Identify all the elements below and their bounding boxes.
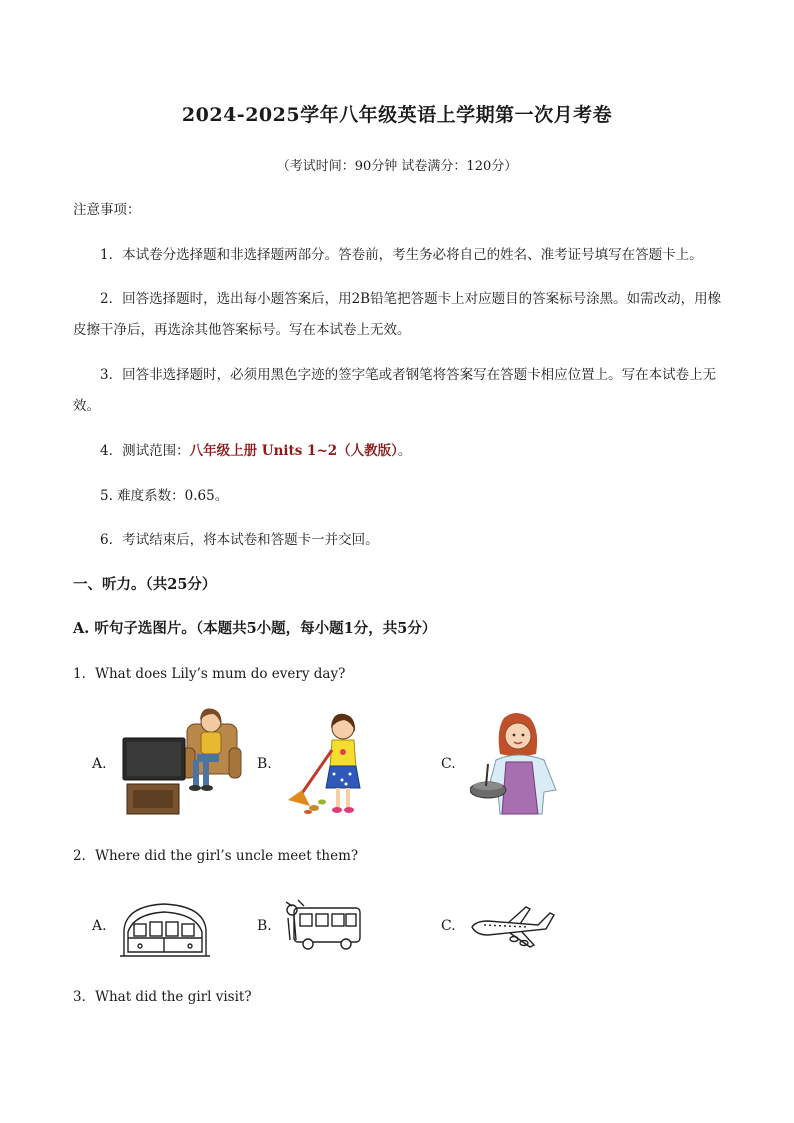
q1-option-c-label[interactable]: C. [441,756,456,772]
note-item-4-prefix: 4．测试范围： [100,443,190,459]
note-item-6: 6．考试结束后，将本试卷和答题卡一并交回。 [100,532,379,548]
note-item-3: 3．回答非选择题时，必须用黑色字迹的签字笔或者钢笔将答案写在答题卡相应位置上。写在本试卷上无效。 [73,367,717,414]
q2-option-a-label[interactable]: A. [92,918,107,934]
exam-title: 2024-2025学年八年级英语上学期第一次月考卷 [181,104,613,126]
bus-icon[interactable] [284,898,364,952]
airplane-icon[interactable] [468,903,556,951]
q2-option-b-label[interactable]: B. [257,918,272,934]
exam-subtitle: （考试时间：90分钟 试卷满分：120分） [276,159,518,174]
question-3-text: 3．What did the girl visit? [73,989,252,1005]
woman-watching-tv-icon[interactable] [121,706,243,816]
question-2-text: 2．Where did the girl’s uncle meet them? [73,848,359,864]
test-scope: 八年级上册 Units 1~2（人教版） [189,443,398,459]
note-item-1: 1．本试卷分选择题和非选择题两部分。答卷前，考生务必将自己的姓名、准考证号填写在答题卡上。 [100,247,703,263]
note-item-4 [73,435,725,467]
subway-train-icon[interactable] [120,900,210,958]
note-item-4-suffix: 。 [397,443,412,459]
q1-option-a-label[interactable]: A. [92,756,107,772]
woman-cooking-icon[interactable] [470,710,562,818]
note-item-2: 2．回答选择题时，选出每小题答案后，用2B铅笔把答题卡上对应题目的答案标号涂黑。如需改动，用橡皮擦干净后，再选涂其他答案标号。写在本试卷上无效。 [73,291,722,338]
section-heading: 一、听力。（共25分） [73,576,217,593]
notes-heading: 注意事项： [73,202,141,218]
girl-sweeping-leaves-icon[interactable] [286,710,366,818]
question-1-text: 1．What does Lily’s mum do every day? [73,666,346,682]
q1-option-b-label[interactable]: B. [257,756,272,772]
note-item-5: 5. 难度系数：0.65。 [100,488,229,504]
part-a-heading: A. 听句子选图片。（本题共5小题，每小题1分，共5分） [73,620,437,637]
q2-option-c-label[interactable]: C. [441,918,456,934]
